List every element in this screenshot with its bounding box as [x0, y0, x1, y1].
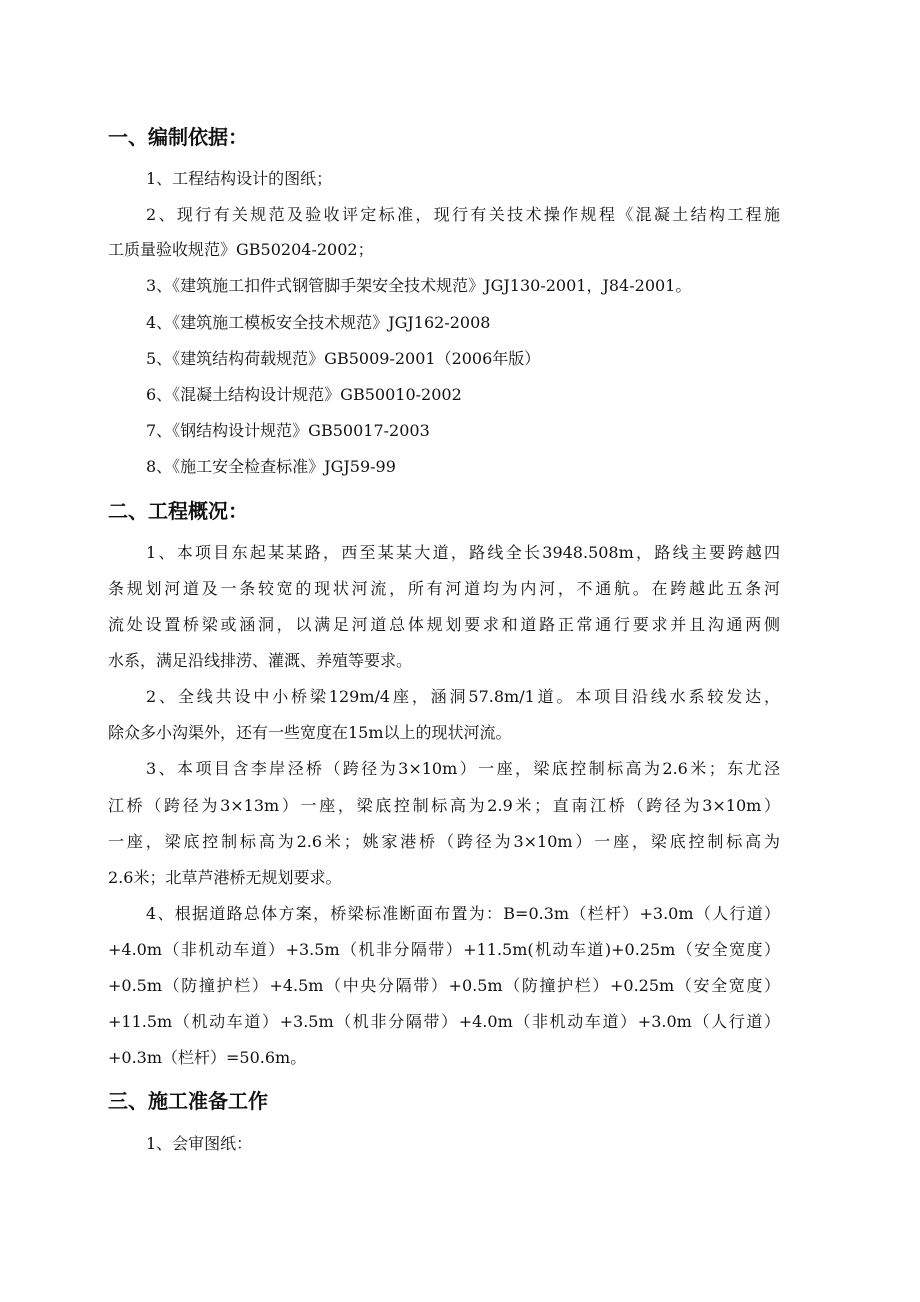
paragraph-line: 江桥（跨径为3×13m）一座，梁底控制标高为2.9米；直南江桥（跨径为3×10m） — [108, 796, 780, 815]
paragraph-line: 除众多小沟渠外，还有一些宽度在15m以上的现状河流。 — [108, 723, 512, 742]
paragraph-line: 一座，梁底控制标高为2.6米；姚家港桥（跨径为3×10m）一座，梁底控制标高为 — [108, 832, 780, 851]
paragraph-line: 8、《施工安全检查标准》JGJ59-99 — [146, 457, 396, 476]
paragraph-line: 水系，满足沿线排涝、灌溉、养殖等要求。 — [108, 651, 413, 670]
paragraph-line: 流处设置桥梁或涵洞，以满足河道总体规划要求和道路正常通行要求并且沟通两侧 — [108, 615, 780, 634]
paragraph-line: 1、工程结构设计的图纸； — [146, 169, 333, 188]
paragraph-line: +4.0m（非机动车道）+3.5m（机非分隔带）+11.5m(机动车道)+0.25m（安全宽度） — [108, 940, 780, 959]
paragraph-line: +0.5m（防撞护栏）+4.5m（中央分隔带）+0.5m（防撞护栏）+0.25m（安全宽度） — [108, 976, 780, 995]
paragraph-line: +11.5m（机动车道）+3.5m（机非分隔带）+4.0m（非机动车道）+3.0m（人行道） — [108, 1012, 780, 1031]
section-heading-overview: 二、工程概况： — [108, 499, 248, 523]
section-heading-preparation: 三、施工准备工作 — [108, 1089, 268, 1113]
paragraph-line: +0.3m（栏杆）=50.6m。 — [108, 1048, 307, 1067]
paragraph-line: 条规划河道及一条较宽的现状河流，所有河道均为内河，不通航。在跨越此五条河 — [108, 579, 780, 598]
paragraph-line: 6、《混凝土结构设计规范》GB50010-2002 — [146, 385, 462, 404]
paragraph-line: 2.6米；北草芦港桥无规划要求。 — [108, 868, 342, 887]
paragraph-line: 1、本项目东起某某路，西至某某大道，路线全长3948.508m，路线主要跨越四 — [146, 543, 780, 562]
paragraph-line: 4、《建筑施工模板安全技术规范》JGJ162-2008 — [146, 313, 491, 332]
paragraph-line: 3、本项目含李岸泾桥（跨径为3×10m）一座，梁底控制标高为2.6米；东尤泾 — [146, 759, 780, 778]
paragraph-line: 2、现行有关规范及验收评定标准，现行有关技术操作规程《混凝土结构工程施 — [146, 205, 780, 224]
paragraph-line: 7、《钢结构设计规范》GB50017-2003 — [146, 421, 430, 440]
paragraph-line: 4、根据道路总体方案，桥梁标准断面布置为：B=0.3m（栏杆）+3.0m（人行道） — [146, 904, 780, 923]
paragraph-line: 2、全线共设中小桥梁129m/4座，涵洞57.8m/1道。本项目沿线水系较发达， — [146, 687, 780, 706]
paragraph-line: 工质量验收规范》GB50204-2002； — [108, 240, 374, 259]
paragraph-line: 5、《建筑结构荷载规范》GB5009-2001（2006年版） — [146, 349, 541, 368]
section-heading-basis: 一、编制依据： — [108, 125, 248, 149]
paragraph-line: 1、会审图纸： — [146, 1134, 253, 1153]
paragraph-line: 3、《建筑施工扣件式钢管脚手架安全技术规范》JGJ130-2001，J84-2001。 — [146, 276, 692, 295]
